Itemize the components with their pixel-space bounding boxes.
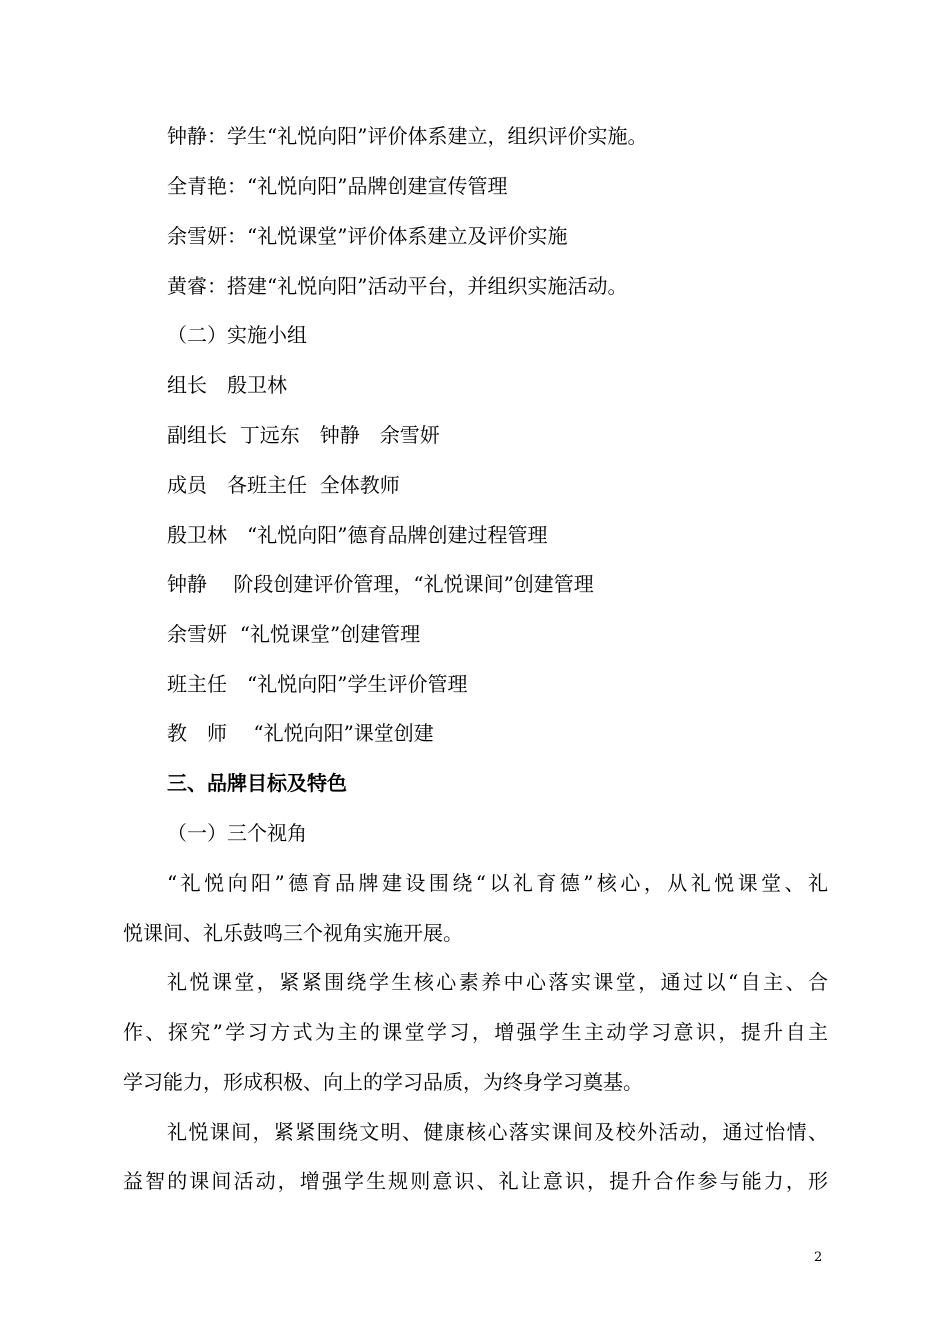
text-line: 班主任 “礼悦向阳”学生评价管理 — [167, 672, 468, 696]
page-number: 2 — [814, 1250, 823, 1265]
section-heading: 三、品牌目标及特色 — [167, 771, 347, 795]
text-line: 钟静 阶段创建评价管理，“礼悦课间”创建管理 — [167, 572, 594, 596]
paragraph-line — [123, 869, 828, 897]
paragraph-text: 礼悦课间，紧紧围绕文明、健康核心落实课间及校外活动，通过怡情、 — [167, 1120, 828, 1144]
text-line: 副组长 丁远东 钟静 余雪妍 — [167, 423, 440, 447]
text-line: 组长 殷卫林 — [167, 373, 287, 397]
paragraph-text: “礼悦向阳”德育品牌建设围绕“以礼育德”核心，从礼悦课堂、礼 — [167, 871, 828, 895]
text-line: 殷卫林 “礼悦向阳”德育品牌创建过程管理 — [167, 523, 548, 547]
text-line: 余雪妍 “礼悦课堂”创建管理 — [167, 622, 421, 646]
paragraph-text: 礼悦课堂，紧紧围绕学生核心素养中心落实课堂，通过以“自主、合 — [167, 970, 828, 994]
text-line: 全青艳：“礼悦向阳”品牌创建宣传管理 — [167, 174, 508, 198]
text-line: 钟静：学生“礼悦向阳”评价体系建立，组织评价实施。 — [167, 124, 648, 148]
text-line: 黄睿：搭建“礼悦向阳”活动平台，并组织实施活动。 — [167, 274, 628, 298]
paragraph-line: 益智的课间活动，增强学生规则意识、礼让意识，提升合作参与能力，形 — [123, 1169, 828, 1193]
text-line: 教 师 “礼悦向阳”课堂创建 — [167, 721, 434, 745]
text-line: 余雪妍：“礼悦课堂”评价体系建立及评价实施 — [167, 224, 568, 248]
paragraph-line: 作、探究”学习方式为主的课堂学习，增强学生主动学习意识，提升自主 — [123, 1020, 828, 1044]
paragraph-line — [123, 968, 828, 996]
paragraph-line: 学习能力，形成积极、向上的学习品质，为终身学习奠基。 — [123, 1070, 643, 1094]
paragraph-line — [123, 1118, 828, 1146]
section-subheading: （二）实施小组 — [167, 323, 307, 347]
text-line: 成员 各班主任 全体教师 — [167, 473, 400, 497]
section-subheading: （一）三个视角 — [167, 821, 307, 845]
paragraph-line: 悦课间、礼乐鼓鸣三个视角实施开展。 — [123, 921, 463, 945]
